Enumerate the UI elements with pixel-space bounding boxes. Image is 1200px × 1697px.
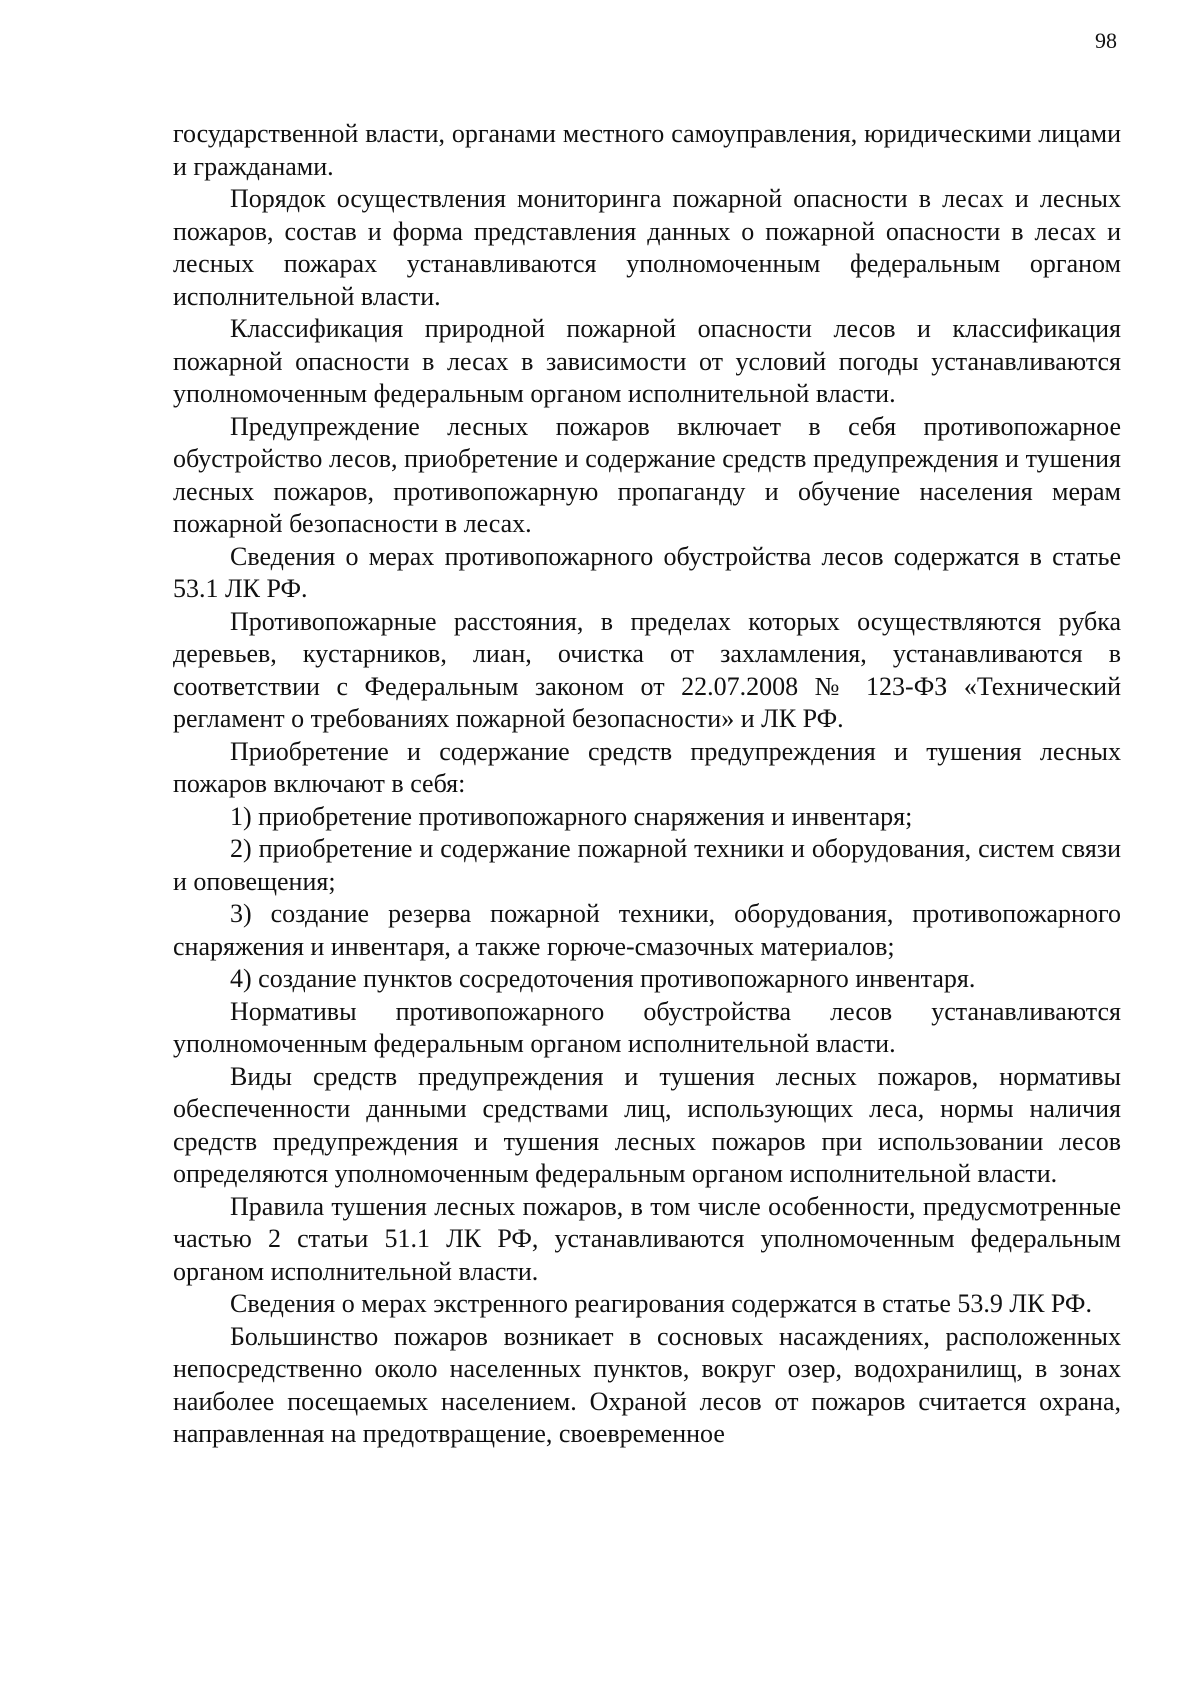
list-item-4: 4) создание пунктов сосредоточения противопожарного инвентаря.	[230, 964, 976, 993]
paragraph-fire-distances: Противопожарные расстояния, в пределах которых осуществляются рубка деревьев, кустарников, лиан, очистка от захламления, устанавливаются в соответствии с Федеральным законом от 22.07.2008 № 123-ФЗ «Технический регламент о требованиях пожарной безопасности» и ЛК РФ.	[173, 606, 1121, 733]
paragraph-monitoring: Порядок осуществления мониторинга пожарной опасности в лесах и лесных пожаров, состав и форма представления данных о пожарной опасности в лесах и лесных пожарах устанавливаются уполномоченным федеральным органом исполнительной власти.	[173, 184, 1121, 311]
paragraph-continuation: государственной власти, органами местного самоуправления, юридическими лицами и гражданами.	[173, 119, 1121, 181]
paragraph-means-intro: Приобретение и содержание средств предупреждения и тушения лесных пожаров включают в себя:	[173, 736, 1121, 798]
list-item-2: 2) приобретение и содержание пожарной техники и оборудования, систем связи и оповещения;	[173, 834, 1121, 896]
paragraph-means-types: Виды средств предупреждения и тушения лесных пожаров, нормативы обеспеченности данными средствами лиц, использующих леса, нормы наличия средств предупреждения и тушения лесных пожаров при использовании лесов определяются уполномоченным федеральным органом исполнительной власти.	[173, 1061, 1121, 1188]
paragraph-norms: Нормативы противопожарного обустройства лесов устанавливаются уполномоченным федеральным органом исполнительной власти.	[173, 996, 1121, 1058]
document-body	[173, 118, 1121, 1451]
paragraph-emergency-response: Сведения о мерах экстренного реагирования содержатся в статье 53.9 ЛК РФ.	[230, 1289, 1092, 1318]
list-item-3: 3) создание резерва пожарной техники, оборудования, противопожарного снаряжения и инвентаря, а также горюче-смазочных материалов;	[173, 899, 1121, 961]
paragraph-arrangement-info: Сведения о мерах противопожарного обустройства лесов содержатся в статье 53.1 ЛК РФ.	[173, 541, 1121, 603]
list-item-1: 1) приобретение противопожарного снаряжения и инвентаря;	[230, 801, 913, 831]
paragraph-prevention: Предупреждение лесных пожаров включает в себя противопожарное обустройство лесов, приобретение и содержание средств предупреждения и тушения лесных пожаров, противопожарную пропаганду и обучение населения мерам пожарной безопасности в лесах.	[173, 411, 1121, 538]
paragraph-fire-statistics: Большинство пожаров возникает в сосновых насаждениях, расположенных непосредственно около населенных пунктов, вокруг озер, водохранилищ, в зонах наиболее посещаемых населением. Охраной лесов от пожаров считается охрана, направленная на предотвращение, своевременное	[173, 1321, 1121, 1448]
paragraph-classification: Классификация природной пожарной опасности лесов и классификация пожарной опасности в лесах в зависимости от условий погоды устанавливаются уполномоченным федеральным органом исполнительной власти.	[173, 314, 1121, 408]
paragraph-extinguishing-rules: Правила тушения лесных пожаров, в том числе особенности, предусмотренные частью 2 статьи 51.1 ЛК РФ, устанавливаются уполномоченным федеральным органом исполнительной власти.	[173, 1191, 1121, 1286]
page-number: 98	[1095, 28, 1117, 53]
